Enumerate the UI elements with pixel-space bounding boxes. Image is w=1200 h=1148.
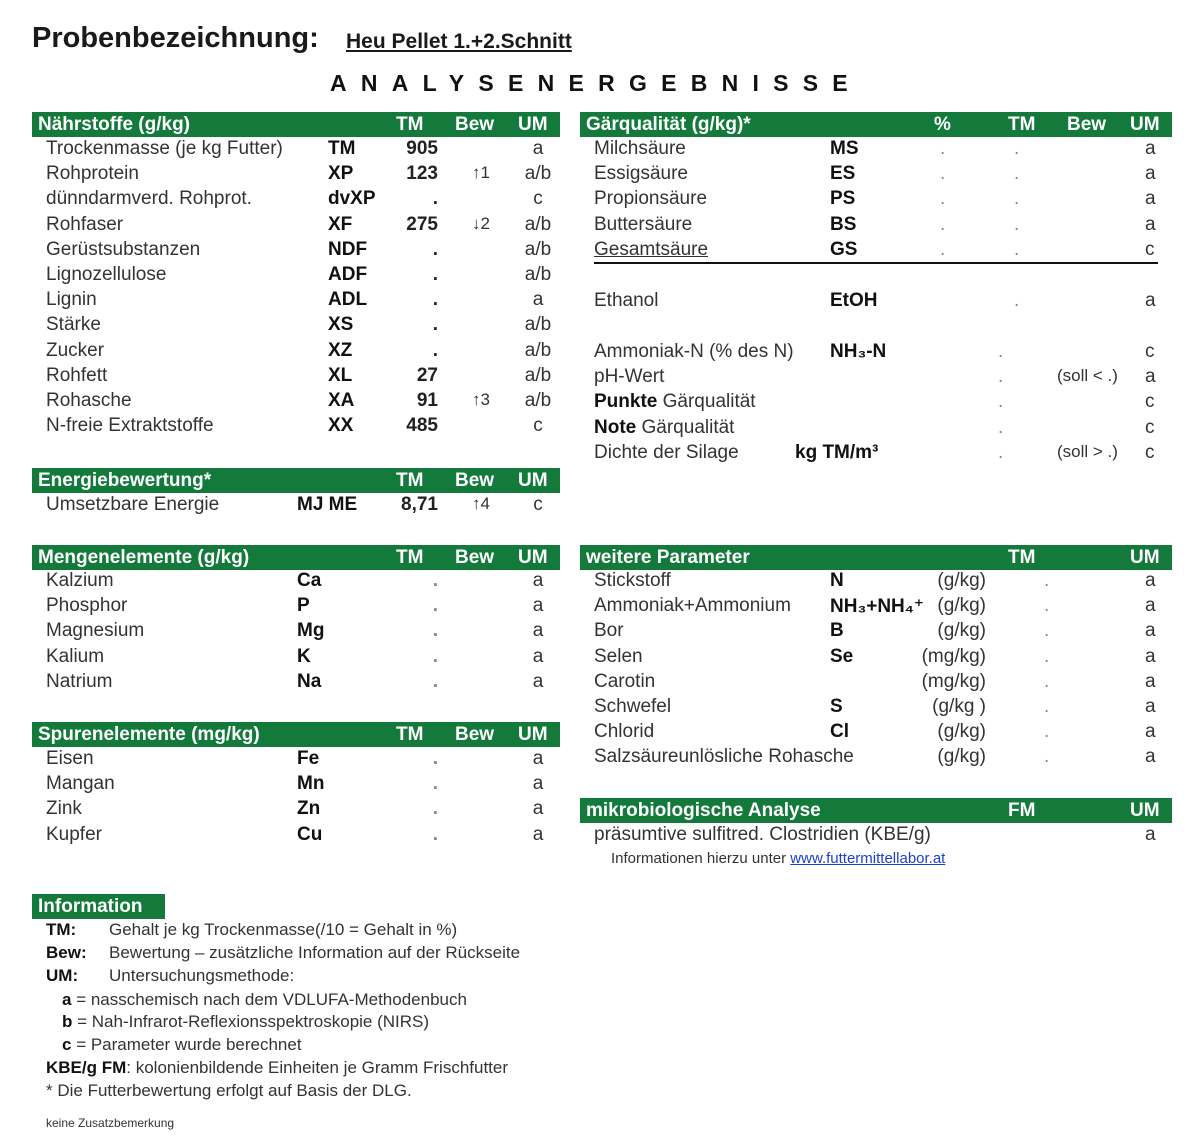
naehrstoffe-header-title: Nährstoffe (g/kg) [38, 114, 190, 135]
nutrient-method: c [533, 415, 543, 437]
naehrstoffe-row [32, 314, 560, 339]
gaer-header-col-um: UM [1130, 114, 1160, 135]
parameter-unit: (mg/kg) [921, 670, 986, 692]
spuren-header-title: Spurenelemente (mg/kg) [38, 724, 260, 745]
mengen-row [32, 570, 560, 595]
acid-method: a [1145, 213, 1156, 235]
sample-name: Heu Pellet 1.+2.Schnitt [346, 30, 572, 53]
acid-row [580, 214, 1172, 239]
naehrstoffe-row [32, 163, 560, 188]
parameter-row [580, 746, 1172, 771]
information-key: b [62, 1012, 73, 1031]
information-line [46, 1081, 412, 1101]
information-key: Bew: [46, 943, 87, 962]
mikro-header-title: mikrobiologische Analyse [586, 800, 821, 821]
nutrient-symbol: XP [328, 163, 354, 185]
acid-name: Buttersäure [594, 213, 693, 235]
trace-method: a [532, 748, 544, 769]
nutrient-method: a/b [524, 364, 552, 386]
element-method: a [532, 670, 544, 692]
information-line [62, 1035, 302, 1055]
nutrient-tm-value: 123 [406, 163, 438, 185]
sample-label: Probenbezeichnung: [32, 22, 319, 54]
gaer-header-col-bew: Bew [1067, 114, 1107, 135]
footer-note: keine Zusatzbemerkung [46, 1116, 175, 1130]
spuren-header-col-um: UM [518, 724, 548, 745]
acid-name: Gesamtsäure [594, 238, 709, 260]
silage-row [580, 341, 1172, 366]
nutrient-symbol: ADL [328, 289, 368, 311]
parameter-unit: (g/kg) [937, 570, 986, 591]
nutrient-tm-value: . [432, 264, 438, 285]
nutrient-symbol: XF [328, 213, 353, 235]
nutrient-name: Lignin [46, 289, 97, 311]
nutrient-symbol: XA [328, 390, 355, 411]
spuren-row [32, 748, 560, 773]
acid-row [580, 163, 1172, 188]
acid-name: Milchsäure [594, 138, 686, 159]
parameter-row [580, 595, 1172, 620]
element-symbol: K [297, 645, 311, 667]
acid-method: c [1145, 238, 1155, 260]
mikro-row [580, 824, 1172, 849]
parameter-method: a [1145, 670, 1156, 692]
mengen-header [32, 545, 560, 570]
lab-website-link[interactable]: www.futtermittellabor.at [790, 850, 946, 867]
silage-param-method: c [1145, 441, 1155, 463]
weitere-header-title: weitere Parameter [586, 547, 750, 568]
parameter-name: Schwefel [594, 696, 672, 717]
energy-unit: MJ ME [297, 494, 358, 515]
parameter-name: Carotin [594, 670, 656, 692]
silage-param-text: Gärqualität [657, 391, 756, 413]
naehrstoffe-row [32, 415, 560, 440]
element-tm-value: . [432, 595, 438, 617]
acid-name: Propionsäure [594, 188, 708, 210]
acid-method: a [1145, 188, 1156, 210]
mikro-header-col-um: UM [1130, 800, 1160, 821]
mengen-row [32, 620, 560, 645]
nutrient-name: Rohfaser [46, 213, 124, 235]
parameter-unit: (g/kg) [937, 620, 986, 642]
weitere-header-col-um: UM [1130, 547, 1160, 568]
nutrient-tm-value: 485 [406, 415, 438, 437]
nutrient-name: Trockenmasse (je kg Futter) [46, 138, 283, 159]
acid-tm-value: . [1014, 188, 1020, 210]
information-line [62, 1012, 429, 1032]
silage-param-text: Ammoniak-N (% des N) [594, 341, 794, 362]
ethanol-tm-value: . [1014, 290, 1020, 311]
parameter-row [580, 570, 1172, 595]
nutrient-symbol: ADF [328, 264, 368, 285]
nutrient-symbol: XS [328, 314, 354, 336]
element-method: a [532, 620, 544, 642]
parameter-symbol: N [830, 570, 844, 591]
energie-row [32, 494, 560, 519]
information-key: c [62, 1035, 72, 1054]
naehrstoffe-row [32, 214, 560, 239]
silage-row [580, 442, 1172, 467]
silage-param-name [594, 366, 664, 388]
acid-symbol: MS [830, 138, 859, 159]
parameter-symbol: S [830, 696, 843, 717]
nutrient-tm-value: . [432, 238, 438, 260]
ethanol-row [580, 290, 1172, 315]
element-symbol: Na [297, 670, 322, 692]
spuren-header-col-bew: Bew [455, 724, 495, 745]
mikro-method: a [1145, 824, 1156, 845]
element-symbol: Mg [297, 620, 325, 642]
acid-symbol: ES [830, 163, 856, 185]
element-name: Phosphor [46, 595, 128, 617]
nutrient-name: Gerüstsubstanzen [46, 238, 201, 260]
energie-header-col-um: UM [518, 470, 548, 491]
parameter-method: a [1145, 595, 1156, 617]
results-heading: ANALYSENERGEBNISSE [330, 70, 862, 96]
nutrient-rating: ↑1 [472, 163, 490, 183]
nutrient-tm-value: 27 [416, 364, 438, 386]
nutrient-tm-value: . [432, 339, 438, 361]
information-text: * Die Futterbewertung erfolgt auf Basis der DLG. [46, 1081, 412, 1100]
energie-header-col-bew: Bew [455, 470, 495, 491]
naehrstoffe-row [32, 365, 560, 390]
nutrient-name: Rohprotein [46, 163, 139, 185]
spuren-header [32, 722, 560, 747]
element-name: Kalium [46, 645, 105, 667]
nutrient-tm-value: . [432, 314, 438, 336]
trace-tm-value: . [432, 773, 438, 795]
parameter-name: Stickstoff [594, 570, 671, 591]
element-name: Natrium [46, 670, 113, 692]
trace-name: Mangan [46, 773, 115, 795]
acid-percent: . [940, 163, 946, 185]
information-text: Bewertung – zusätzliche Information auf der Rückseite [109, 943, 521, 962]
nutrient-name: Rohfett [46, 364, 108, 386]
trace-tm-value: . [432, 748, 438, 769]
silage-param-text: Gärqualität [636, 416, 735, 438]
parameter-tm-value: . [1044, 645, 1050, 667]
parameter-unit: (g/kg) [937, 721, 986, 743]
parameter-name: Ammoniak+Ammonium [594, 595, 791, 617]
information-text: Untersuchungsmethode: [109, 966, 295, 985]
information-header [32, 894, 165, 919]
parameter-tm-value: . [1044, 595, 1050, 617]
gaer-header [580, 112, 1172, 137]
parameter-tm-value: . [1044, 570, 1050, 591]
parameter-method: a [1145, 645, 1156, 667]
acid-name: Essigsäure [594, 163, 688, 185]
naehrstoffe-row [32, 390, 560, 415]
naehrstoffe-row [32, 239, 560, 264]
element-tm-value: . [432, 670, 438, 692]
naehrstoffe-header [32, 112, 560, 137]
trace-symbol: Zn [297, 798, 321, 820]
ethanol-symbol: EtOH [830, 290, 878, 311]
nutrient-symbol: XX [328, 415, 354, 437]
energie-header [32, 468, 560, 493]
trace-method: a [532, 798, 544, 820]
silage-param-method: a [1145, 366, 1156, 388]
parameter-row [580, 696, 1172, 721]
parameter-method: a [1145, 746, 1156, 768]
nutrient-method: a/b [524, 163, 552, 185]
information-text: = Nah-Infrarot-Reflexionsspektroskopie (NIRS) [72, 1012, 430, 1031]
mikro-note [611, 850, 945, 867]
silage-param-name [594, 341, 794, 363]
parameter-name: Chlorid [594, 721, 655, 743]
parameter-symbol: Cl [830, 721, 849, 743]
mikro-header-col-fm: FM [1008, 800, 1036, 821]
acid-percent: . [940, 138, 946, 159]
information-line [46, 920, 457, 940]
ethanol-name: Ethanol [594, 290, 659, 311]
nutrient-symbol: NDF [328, 238, 368, 260]
nutrient-name: Rohasche [46, 390, 132, 411]
parameter-method: a [1145, 721, 1156, 743]
mengen-header-title: Mengenelemente (g/kg) [38, 547, 250, 568]
nutrient-method: a [532, 289, 544, 311]
silage-param-symbol: kg TM/m³ [795, 441, 879, 463]
energy-tm-value: 8,71 [401, 494, 438, 515]
information-line [46, 966, 294, 986]
parameter-unit: (g/kg ) [932, 696, 986, 717]
nutrient-rating: ↓2 [472, 213, 490, 233]
naehrstoffe-row [32, 340, 560, 365]
mengen-row [32, 595, 560, 620]
parameter-method: a [1145, 620, 1156, 642]
element-symbol: P [297, 595, 310, 617]
acid-tm-value: . [1014, 213, 1020, 235]
energy-rating: ↑4 [472, 494, 490, 513]
element-tm-value: . [432, 645, 438, 667]
nutrient-method: a/b [524, 213, 552, 235]
acid-percent: . [940, 213, 946, 235]
acid-tm-value: . [1014, 238, 1020, 260]
parameter-tm-value: . [1044, 670, 1050, 692]
spuren-row [32, 824, 560, 849]
nutrient-method: a/b [524, 339, 552, 361]
nutrient-tm-value: . [432, 188, 438, 210]
silage-row [580, 417, 1172, 442]
trace-name: Eisen [46, 748, 94, 769]
ethanol-method: a [1145, 290, 1156, 311]
trace-name: Kupfer [46, 823, 102, 845]
element-tm-value: . [432, 620, 438, 642]
silage-param-name [594, 442, 739, 464]
naehrstoffe-row [32, 289, 560, 314]
mikro-note-text: Informationen hierzu unter [611, 850, 791, 867]
trace-method: a [532, 823, 544, 845]
silage-param-value: . [998, 416, 1004, 438]
nutrient-name: Lignozellulose [46, 264, 167, 285]
nutrient-symbol: dvXP [328, 188, 376, 210]
parameter-unit: (g/kg) [937, 595, 986, 617]
information-line [46, 943, 520, 963]
mengen-header-col-tm: TM [396, 547, 424, 568]
parameter-row [580, 646, 1172, 671]
information-text: = Parameter wurde berechnet [71, 1035, 302, 1054]
trace-name: Zink [46, 798, 82, 820]
information-text: Gehalt je kg Trockenmasse(/10 = Gehalt in %) [109, 920, 458, 939]
silage-param-value: . [998, 341, 1004, 362]
acid-row [580, 188, 1172, 213]
silage-param-method: c [1145, 416, 1155, 438]
nutrient-method: c [533, 188, 543, 210]
parameter-symbol: NH₃+NH₄⁺ [830, 596, 924, 618]
parameter-unit: (mg/kg) [921, 645, 986, 667]
trace-method: a [532, 773, 544, 795]
spuren-header-col-tm: TM [396, 724, 424, 745]
weitere-header-col-tm: TM [1008, 547, 1036, 568]
naehrstoffe-row [32, 138, 560, 163]
parameter-symbol: B [830, 620, 844, 642]
mikro-header [580, 798, 1172, 823]
acid-symbol: BS [830, 213, 857, 235]
information-title: Information [38, 896, 143, 917]
silage-param-name [594, 417, 734, 439]
energie-header-title: Energiebewertung* [38, 470, 212, 491]
energie-header-col-tm: TM [396, 470, 424, 491]
parameter-name: Selen [594, 645, 643, 667]
silage-param-target: (soll < .) [1057, 366, 1118, 386]
gaer-header-col-tm: TM [1008, 114, 1036, 135]
mikro-name: präsumtive sulfitred. Clostridien (KBE/g) [594, 824, 931, 845]
parameter-method: a [1145, 696, 1156, 717]
trace-tm-value: . [432, 798, 438, 820]
information-key: a [62, 990, 72, 1009]
nutrient-name: N-freie Extraktstoffe [46, 415, 214, 437]
silage-param-target: (soll > .) [1057, 441, 1118, 461]
naehrstoffe-header-col-bew: Bew [455, 114, 495, 135]
parameter-tm-value: . [1044, 696, 1050, 717]
nutrient-name: Zucker [46, 339, 105, 361]
acid-method: a [1145, 163, 1156, 185]
acid-row [580, 138, 1172, 163]
acid-percent: . [940, 188, 946, 210]
information-key: UM: [46, 966, 79, 985]
nutrient-method: a/b [524, 390, 552, 411]
gaer-header-title: Gärqualität (g/kg)* [586, 114, 751, 135]
nutrient-symbol: XL [328, 364, 353, 386]
acid-total-rule [594, 262, 1158, 264]
nutrient-symbol: XZ [328, 339, 353, 361]
nutrient-rating: ↑3 [472, 390, 490, 409]
nutrient-method: a/b [524, 238, 552, 260]
silage-param-method: c [1145, 391, 1155, 413]
parameter-method: a [1145, 570, 1156, 591]
element-method: a [532, 570, 544, 591]
parameter-tm-value: . [1044, 721, 1050, 743]
silage-param-text: pH-Wert [594, 366, 665, 388]
trace-symbol: Fe [297, 748, 320, 769]
acid-tm-value: . [1014, 163, 1020, 185]
parameter-tm-value: . [1044, 746, 1050, 768]
spuren-row [32, 773, 560, 798]
nutrient-name: dünndarmverd. Rohprot. [46, 188, 252, 210]
trace-tm-value: . [432, 823, 438, 845]
mengen-row [32, 646, 560, 671]
nutrient-method: a/b [524, 264, 552, 285]
silage-param-bold: Punkte [594, 391, 658, 413]
element-name: Magnesium [46, 620, 145, 642]
element-tm-value: . [432, 570, 438, 591]
information-text: : kolonienbildende Einheiten je Gramm Frischfutter [126, 1058, 509, 1077]
silage-param-value: . [998, 391, 1004, 413]
spuren-row [32, 798, 560, 823]
parameter-unit: (g/kg) [937, 746, 986, 768]
silage-param-value: . [998, 366, 1004, 388]
acid-percent: . [940, 238, 946, 260]
parameter-name: Bor [594, 620, 624, 642]
acid-method: a [1145, 138, 1156, 159]
acid-row [580, 239, 1172, 264]
weitere-header [580, 545, 1172, 570]
information-text: = nasschemisch nach dem VDLUFA-Methodenbuch [71, 990, 467, 1009]
nutrient-name: Stärke [46, 314, 101, 336]
information-line [46, 1058, 508, 1078]
parameter-row [580, 671, 1172, 696]
silage-row [580, 391, 1172, 416]
nutrient-tm-value: 275 [406, 213, 438, 235]
information-line [62, 990, 467, 1010]
element-name: Kalzium [46, 570, 114, 591]
acid-tm-value: . [1014, 138, 1020, 159]
silage-param-value: . [998, 441, 1004, 463]
parameter-name: Salzsäureunlösliche Rohasche [594, 746, 854, 768]
silage-row [580, 366, 1172, 391]
trace-symbol: Cu [297, 823, 323, 845]
information-key: KBE/g FM [46, 1058, 127, 1077]
parameter-symbol: Se [830, 645, 854, 667]
parameter-tm-value: . [1044, 620, 1050, 642]
nutrient-tm-value: 905 [406, 138, 438, 159]
gaer-header-col-pct: % [934, 114, 951, 135]
parameter-row [580, 620, 1172, 645]
energy-method: c [533, 494, 543, 515]
acid-symbol: GS [830, 238, 858, 260]
acid-symbol: PS [830, 188, 856, 210]
element-symbol: Ca [297, 570, 322, 591]
silage-param-method: c [1145, 341, 1155, 362]
naehrstoffe-row [32, 264, 560, 289]
silage-param-name [594, 391, 756, 413]
mengen-header-col-bew: Bew [455, 547, 495, 568]
nutrient-method: a/b [524, 314, 552, 336]
element-method: a [532, 595, 544, 617]
trace-symbol: Mn [297, 773, 325, 795]
nutrient-method: a [532, 138, 544, 159]
silage-param-bold: Note [594, 416, 637, 438]
mengen-row [32, 671, 560, 696]
nutrient-tm-value: . [432, 289, 438, 311]
silage-param-text: Dichte der Silage [594, 441, 739, 463]
naehrstoffe-header-col-tm: TM [396, 114, 424, 135]
nutrient-symbol: TM [328, 138, 356, 159]
parameter-row [580, 721, 1172, 746]
element-method: a [532, 645, 544, 667]
naehrstoffe-header-col-um: UM [518, 114, 548, 135]
nutrient-tm-value: 91 [416, 390, 438, 411]
naehrstoffe-row [32, 188, 560, 213]
silage-param-symbol: NH₃-N [830, 341, 887, 362]
mengen-header-col-um: UM [518, 547, 548, 568]
energy-name: Umsetzbare Energie [46, 494, 220, 515]
information-key: TM: [46, 920, 77, 939]
